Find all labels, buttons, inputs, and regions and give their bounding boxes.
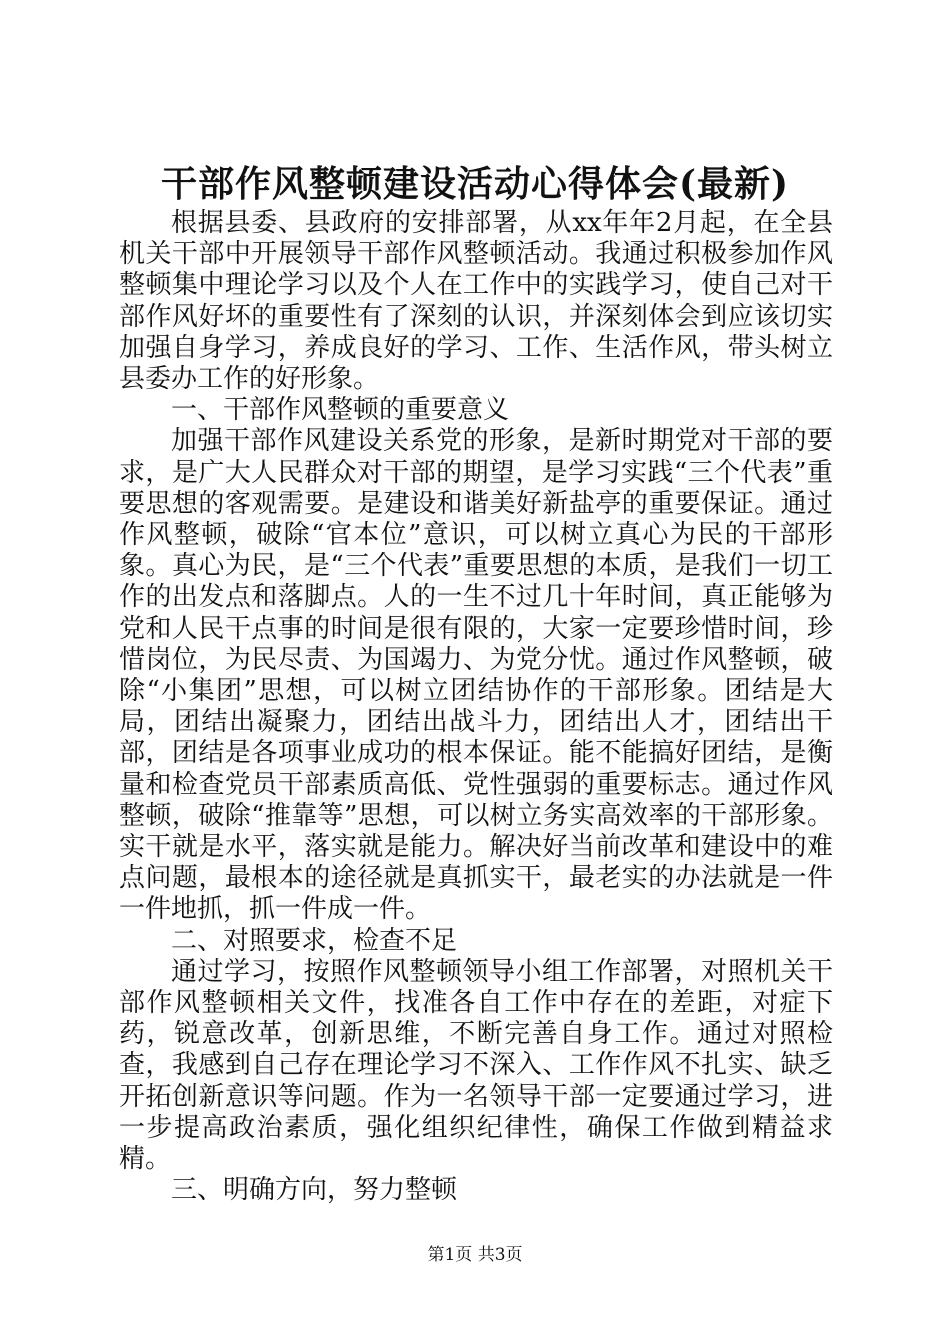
- document-title: 干部作风整顿建设活动心得体会(最新): [160, 163, 790, 205]
- section-heading-3: 三、明确方向，努力整顿: [171, 1175, 458, 1206]
- section-heading-1: 一、干部作风整顿的重要意义: [171, 395, 510, 426]
- section-heading-2: 二、对照要求，检查不足: [171, 925, 458, 956]
- page-number-footer: 第1页 共3页: [427, 1245, 523, 1265]
- section-2-paragraph: 通过学习，按照作风整顿领导小组工作部署，对照机关干部作风整顿相关文件，找准各自工作中存在的差距，对症下药，锐意改革，创新思维，不断完善自身工作。通过对照检查，我感到自己存在理论学习不深入、工作作风不扎实、缺乏开拓创新意识等问题。作为一名领导干部一定要通过学习，进一步提高政治素质，强化组织纪律性，确保工作做到精益求精。: [119, 956, 833, 1175]
- section-1-paragraph: 加强干部作风建设关系党的形象，是新时期党对干部的要求，是广大人民群众对干部的期望，是学习实践“三个代表”重要思想的客观需要。是建设和谐美好新盐亭的重要保证。通过作风整顿，破除“官本位”意识，可以树立真心为民的干部形象。真心为民，是“三个代表”重要思想的本质，是我们一切工作的出发点和落脚点。人的一生不过几十年时间，真正能够为党和人民干点事的时间是很有限的，大家一定要珍惜时间，珍惜岗位，为民尽责、为国竭力、为党分忧。通过作风整顿，破除“小集团”思想，可以树立团结协作的干部形象。团结是大局，团结出凝聚力，团结出战斗力，团结出人才，团结出干部，团结是各项事业成功的根本保证。能不能搞好团结，是衡量和检查党员干部素质高低、党性强弱的重要标志。通过作风整顿，破除“推靠等”思想，可以树立务实高效率的干部形象。实干就是水平，落实就是能力。解决好当前改革和建设中的难点问题，最根本的途径就是真抓实干，最老实的办法就是一件一件地抓，抓一件成一件。: [119, 426, 833, 925]
- document-body: [119, 208, 833, 1207]
- intro-paragraph: 根据县委、县政府的安排部署，从xx年年2月起，在全县机关干部中开展领导干部作风整顿活动。我通过积极参加作风整顿集中理论学习以及个人在工作中的实践学习，使自己对干部作风好坏的重要性有了深刻的认识，并深刻体会到应该切实加强自身学习，养成良好的学习、工作、生活作风，带头树立县委办工作的好形象。: [119, 208, 833, 395]
